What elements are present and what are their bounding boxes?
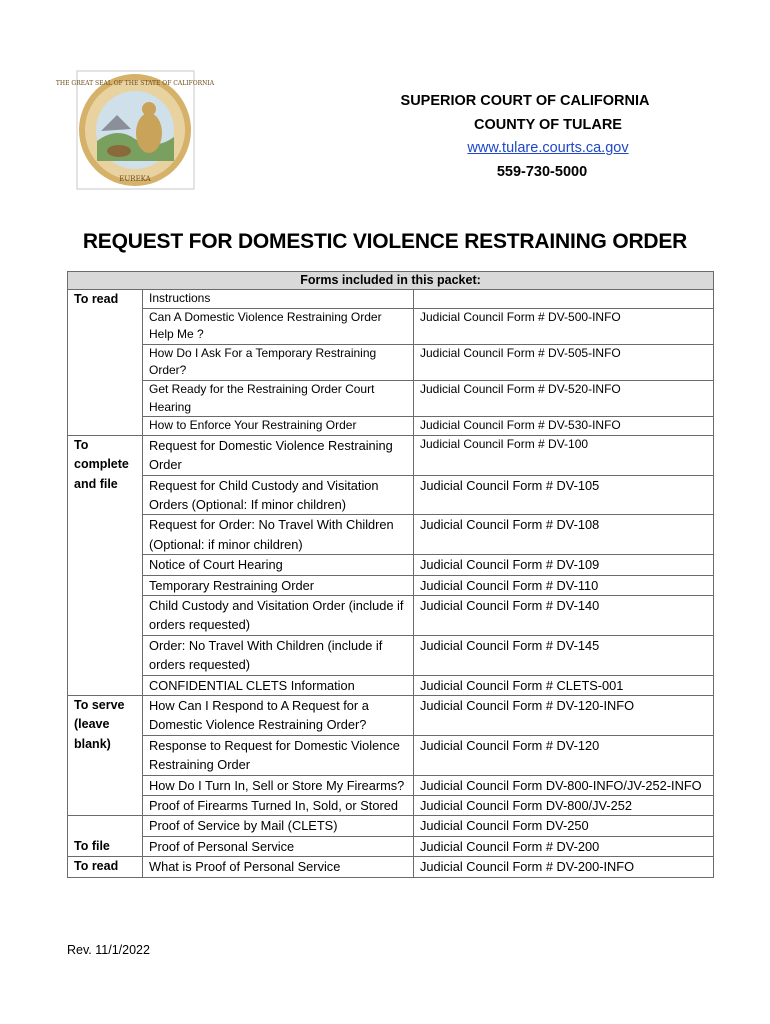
table-row	[68, 435, 714, 475]
california-state-seal	[55, 71, 215, 189]
section-action-label: To complete and file	[68, 435, 143, 695]
form-number: Judicial Council Form # DV-520-INFO	[414, 380, 714, 416]
table-row	[68, 417, 714, 436]
form-number: Judicial Council Form # DV-105	[414, 475, 714, 515]
section-action-label: To serve (leave blank)	[68, 696, 143, 816]
table-row	[68, 596, 714, 636]
table-row	[68, 775, 714, 795]
table-row	[68, 575, 714, 595]
form-name: CONFIDENTIAL CLETS Information	[143, 675, 414, 695]
form-name: Request for Domestic Violence Restraining Order	[143, 435, 414, 475]
document-title: REQUEST FOR DOMESTIC VIOLENCE RESTRAINING ORDER	[82, 230, 688, 253]
form-number: Judicial Council Form # DV-140	[414, 596, 714, 636]
table-row	[68, 796, 714, 816]
table-row	[68, 380, 714, 416]
section-action-label: To file	[68, 816, 143, 857]
form-name: How to Enforce Your Restraining Order	[143, 417, 414, 436]
form-name: Proof of Firearms Turned In, Sold, or Stored	[143, 796, 414, 816]
form-number: Judicial Council Form DV-800-INFO/JV-252-INFO	[414, 775, 714, 795]
form-number: Judicial Council Form DV-800/JV-252	[414, 796, 714, 816]
form-name: Child Custody and Visitation Order (include if orders requested)	[143, 596, 414, 636]
section-action-label: To read	[68, 857, 143, 877]
table-row	[68, 857, 714, 877]
table-header: Forms included in this packet:	[68, 272, 714, 290]
court-header	[360, 90, 690, 184]
table-row	[68, 290, 714, 309]
form-number: Judicial Council Form # DV-109	[414, 555, 714, 575]
form-number: Judicial Council Form # DV-120	[414, 735, 714, 775]
section-action-label: To read	[68, 290, 143, 436]
form-number: Judicial Council Form # DV-200	[414, 836, 714, 856]
form-number: Judicial Council Form # DV-100	[414, 435, 714, 475]
table-row	[68, 475, 714, 515]
form-number: Judicial Council Form # CLETS-001	[414, 675, 714, 695]
form-name: Instructions	[143, 290, 414, 309]
table-row	[68, 635, 714, 675]
form-name: How Do I Ask For a Temporary Restraining Order?	[143, 344, 414, 380]
seal-motto: EUREKA	[119, 175, 151, 183]
table-header-row	[68, 272, 714, 290]
revision-date: Rev. 11/1/2022	[67, 943, 150, 957]
form-name: Get Ready for the Restraining Order Court Hearing	[143, 380, 414, 416]
form-name: Request for Child Custody and Visitation Orders (Optional: If minor children)	[143, 475, 414, 515]
form-name: Proof of Service by Mail (CLETS)	[143, 816, 414, 836]
table-row	[68, 836, 714, 856]
form-name: Temporary Restraining Order	[143, 575, 414, 595]
table-row	[68, 344, 714, 380]
forms-table	[67, 271, 714, 878]
form-name: Order: No Travel With Children (include if orders requested)	[143, 635, 414, 675]
form-name: Response to Request for Domestic Violence Restraining Order	[143, 735, 414, 775]
form-number: Judicial Council Form # DV-120-INFO	[414, 696, 714, 736]
form-number: Judicial Council Form # DV-110	[414, 575, 714, 595]
form-name: How Do I Turn In, Sell or Store My Firearms?	[143, 775, 414, 795]
court-phone: 559-730-5000	[496, 163, 588, 180]
form-number: Judicial Council Form # DV-200-INFO	[414, 857, 714, 877]
table-row	[68, 515, 714, 555]
table-row	[68, 675, 714, 695]
table-row	[68, 555, 714, 575]
seal-legend: THE GREAT SEAL OF THE STATE OF CALIFORNIA	[55, 80, 215, 87]
table-row	[68, 696, 714, 736]
form-name: What is Proof of Personal Service	[143, 857, 414, 877]
form-number: Judicial Council Form # DV-145	[414, 635, 714, 675]
table-row	[68, 735, 714, 775]
form-number: Judicial Council Form # DV-530-INFO	[414, 417, 714, 436]
county-name: COUNTY OF TULARE	[474, 116, 622, 133]
form-name: How Can I Respond to A Request for a Domestic Violence Restraining Order?	[143, 696, 414, 736]
form-number: Judicial Council Form # DV-505-INFO	[414, 344, 714, 380]
form-name: Can A Domestic Violence Restraining Order Help Me ?	[143, 308, 414, 344]
form-number: Judicial Council Form # DV-108	[414, 515, 714, 555]
form-name: Request for Order: No Travel With Children (Optional: if minor children)	[143, 515, 414, 555]
form-number	[414, 290, 714, 309]
court-website-link[interactable]: www.tulare.courts.ca.gov	[467, 140, 629, 156]
form-number: Judicial Council Form DV-250	[414, 816, 714, 836]
table-row	[68, 816, 714, 836]
table-row	[68, 308, 714, 344]
form-name: Proof of Personal Service	[143, 836, 414, 856]
form-name: Notice of Court Hearing	[143, 555, 414, 575]
form-number: Judicial Council Form # DV-500-INFO	[414, 308, 714, 344]
court-name: SUPERIOR COURT OF CALIFORNIA	[400, 93, 650, 109]
